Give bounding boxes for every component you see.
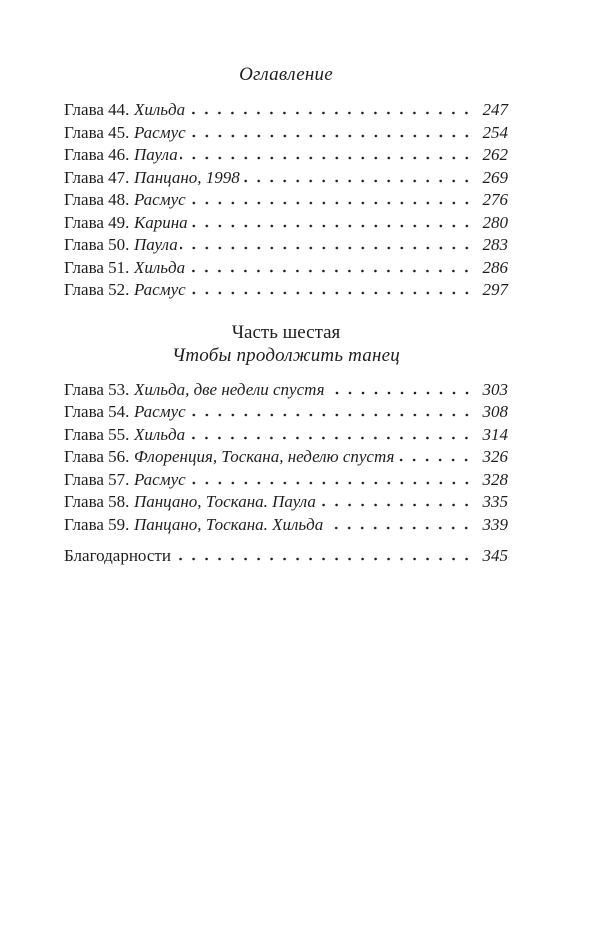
toc-entry (64, 514, 508, 537)
chapter-label: Глава 44. (64, 100, 130, 119)
toc-entry (64, 469, 508, 492)
chapter-label: Глава 56. (64, 447, 130, 466)
chapter-title: Хильда (133, 257, 186, 277)
chapter-title: Карина (133, 212, 188, 232)
toc-entry (64, 257, 508, 280)
chapter-label: Глава 53. (64, 379, 130, 399)
dot-leader (187, 259, 474, 273)
dot-leader (188, 281, 474, 295)
page-number: 297 (482, 280, 508, 299)
dot-leader (325, 516, 474, 530)
page-title: Оглавление (239, 64, 333, 85)
chapter-title: Паула (133, 235, 178, 254)
page-number: 335 (482, 492, 508, 511)
page-number: 276 (482, 190, 508, 209)
toc-entry (64, 491, 508, 514)
toc-entry (64, 99, 508, 122)
page-number: 254 (482, 122, 508, 142)
page-number: 328 (482, 469, 508, 489)
chapter-title: Хильда (133, 424, 186, 444)
chapter-title: Флоренция, Тоскана, неделю спустя (133, 447, 395, 466)
chapter-title: Расмус (133, 280, 186, 299)
chapter-label: Глава 51. (64, 257, 130, 277)
chapter-title: Расмус (133, 469, 186, 489)
dot-leader (190, 214, 474, 228)
chapter-label: Глава 55. (64, 424, 130, 444)
chapter-label: Глава 50. (64, 235, 130, 254)
chapter-title: Хильда, две недели спустя (133, 379, 325, 399)
chapter-label: Глава 48. (64, 190, 130, 209)
chapter-title: Расмус (133, 122, 186, 142)
toc-entry (64, 144, 508, 167)
acknowledgments-title: Благодарности (64, 546, 171, 565)
page-number: 339 (482, 514, 508, 534)
dot-leader (242, 169, 474, 183)
toc-entry (64, 122, 508, 145)
chapter-label: Глава 45. (64, 122, 130, 142)
page-number: 314 (482, 424, 508, 444)
toc-entry-acknowledgments (64, 545, 508, 568)
dot-leader (188, 124, 474, 138)
page-number: 269 (482, 167, 508, 187)
page-number: 345 (482, 546, 508, 565)
toc-entry (64, 189, 508, 212)
dot-leader (188, 403, 474, 417)
page-number: 262 (482, 145, 508, 164)
toc-entry (64, 446, 508, 469)
chapter-label: Глава 46. (64, 145, 130, 164)
toc-entry (64, 424, 508, 447)
toc-entry (64, 279, 508, 302)
chapter-title: Расмус (133, 190, 186, 209)
page-number: 308 (482, 402, 508, 421)
toc-list-part-six (64, 379, 508, 537)
chapter-label: Глава 47. (64, 167, 130, 187)
page-number: 280 (482, 212, 508, 232)
dot-leader (396, 448, 474, 462)
part-subheading: Чтобы продолжить танец (172, 344, 400, 366)
chapter-title: Расмус (133, 402, 186, 421)
part-heading: Часть шестая (231, 321, 341, 343)
page-number: 326 (482, 447, 508, 466)
chapter-label: Глава 54. (64, 402, 130, 421)
dot-leader (327, 381, 474, 395)
page-number: 283 (482, 235, 508, 254)
toc-entry (64, 379, 508, 402)
dot-leader (187, 101, 474, 115)
page-number: 303 (482, 379, 508, 399)
chapter-title: Паула (133, 145, 178, 164)
chapter-title: Хильда (133, 100, 186, 119)
dot-leader (187, 426, 474, 440)
chapter-title: Панцано, 1998 (133, 167, 240, 187)
dot-leader (180, 146, 474, 160)
chapter-label: Глава 57. (64, 469, 130, 489)
dot-leader (180, 236, 474, 250)
chapter-label: Глава 58. (64, 492, 130, 511)
chapter-label: Глава 49. (64, 212, 130, 232)
toc-entry (64, 212, 508, 235)
chapter-label: Глава 52. (64, 280, 130, 299)
toc-list-part-five (64, 99, 508, 302)
dot-leader (188, 191, 474, 205)
dot-leader (173, 547, 474, 561)
toc-entry (64, 234, 508, 257)
page-number: 286 (482, 257, 508, 277)
toc-entry (64, 167, 508, 190)
chapter-label: Глава 59. (64, 514, 130, 534)
chapter-title: Панцано, Тоскана. Хильда (133, 514, 324, 534)
page-number: 247 (482, 100, 508, 119)
toc-entry (64, 401, 508, 424)
chapter-title: Панцано, Тоскана. Паула (133, 492, 316, 511)
toc-content (64, 0, 508, 568)
dot-leader (318, 493, 474, 507)
dot-leader (188, 471, 474, 485)
